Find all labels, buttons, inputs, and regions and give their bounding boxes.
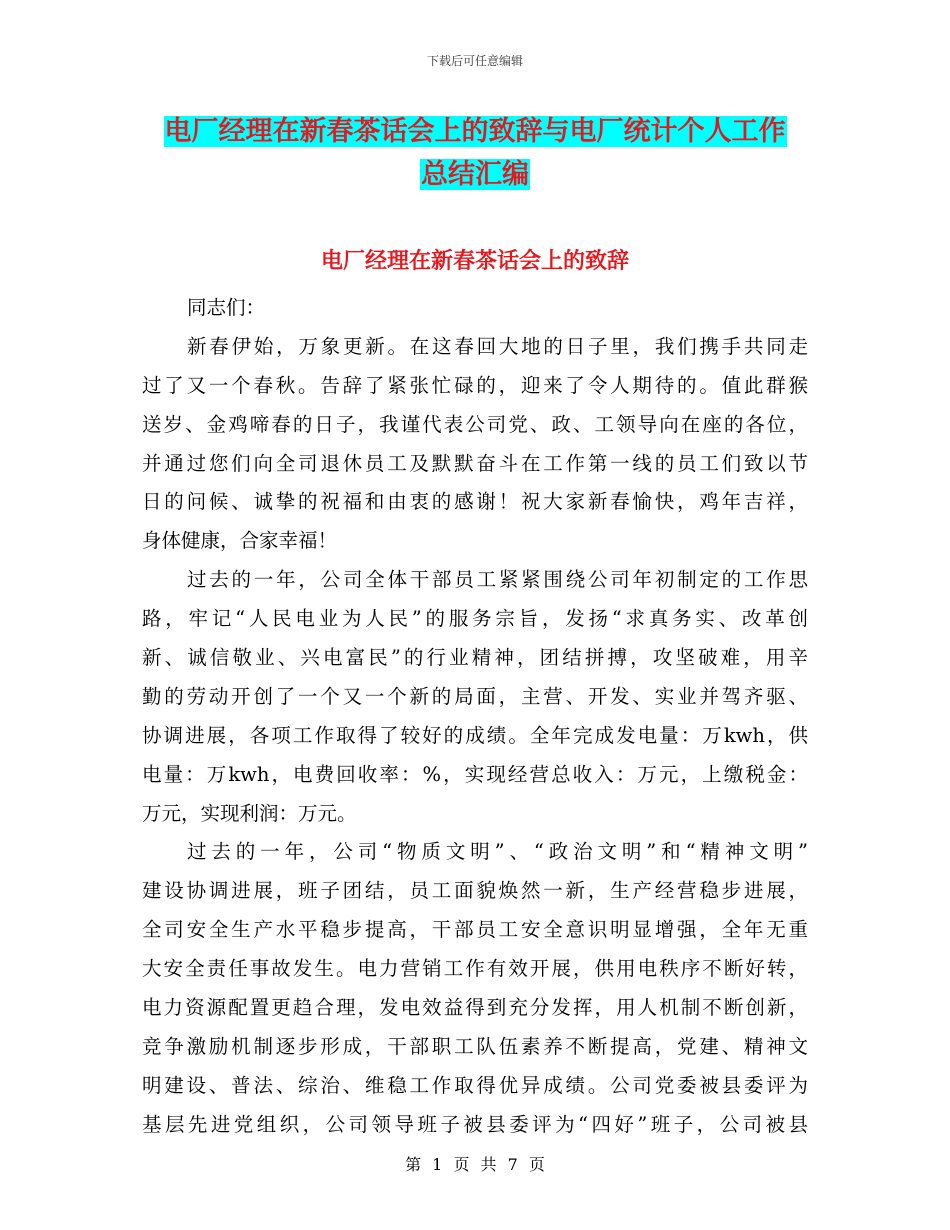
document-body	[142, 289, 808, 1145]
page-footer: 第 1 页 共 7 页	[405, 1155, 545, 1174]
body-line: 新春伊始，万象更新。在这春回大地的日子里，我们携手共同走	[187, 334, 808, 358]
body-line: 明建设、普法、综治、维稳工作取得优异成绩。公司党委被县委评为	[142, 1073, 808, 1097]
body-line: 并通过您们向全司退休员工及默默奋斗在工作第一线的员工们致以节	[142, 451, 808, 475]
body-line: 日的问候、诚挚的祝福和由衷的感谢！祝大家新春愉快，鸡年吉祥，	[142, 490, 808, 514]
body-line: 过了又一个春秋。告辞了紧张忙碌的，迎来了令人期待的。值此群猴	[142, 373, 808, 397]
document-title-line-2	[0, 153, 950, 196]
body-line: 建设协调进展，班子团结，员工面貌焕然一新，生产经营稳步进展，	[142, 879, 808, 903]
body-line: 送岁、金鸡啼春的日子，我谨代表公司党、政、工领导向在座的各位，	[142, 412, 808, 436]
body-line: 新、诚信敬业、兴电富民”的行业精神，团结拼搏，攻坚破难，用辛	[142, 646, 808, 670]
body-line: 路，牢记“人民电业为人民”的服务宗旨，发扬“求真务实、改革创	[142, 607, 808, 631]
section-title: 电厂经理在新春茶话会上的致辞	[320, 249, 629, 274]
body-line: 身体健康，合家幸福！	[142, 529, 338, 553]
header-note: 下载后可任意编辑	[426, 54, 523, 68]
document-title-line-1	[0, 110, 950, 153]
body-line: 竞争激励机制逐步形成，干部职工队伍素养不断提高，党建、精神文	[142, 1034, 808, 1058]
title-highlight: 总结汇编	[421, 159, 529, 190]
body-line: 过去的一年，公司“物质文明”、“政治文明”和“精神文明”	[187, 840, 808, 864]
body-line: 勤的劳动开创了一个又一个新的局面，主营、开发、实业并驾齐驱、	[142, 684, 808, 708]
body-line: 基层先进党组织，公司领导班子被县委评为“四好”班子，公司被县	[142, 1112, 808, 1136]
title-highlight: 电厂经理在新春茶话会上的致辞与电厂统计个人工作	[164, 116, 786, 147]
document-title	[0, 110, 950, 196]
body-line: 电量：万kwh，电费回收率：%，实现经营总收入：万元，上缴税金：	[142, 762, 808, 786]
body-line: 过去的一年，公司全体干部员工紧紧围绕公司年初制定的工作思	[187, 568, 808, 592]
body-line: 万元，实现利润：万元。	[142, 801, 357, 825]
body-line: 协调进展，各项工作取得了较好的成绩。全年完成发电量：万kwh，供	[142, 723, 808, 747]
salutation: 同志们：	[187, 296, 266, 319]
body-line: 全司安全生产水平稳步提高，干部员工安全意识明显增强，全年无重	[142, 918, 808, 942]
body-line: 电力资源配置更趋合理，发电效益得到充分发挥，用人机制不断创新，	[142, 996, 808, 1020]
body-line: 大安全责任事故发生。电力营销工作有效开展，供用电秩序不断好转，	[142, 957, 808, 981]
